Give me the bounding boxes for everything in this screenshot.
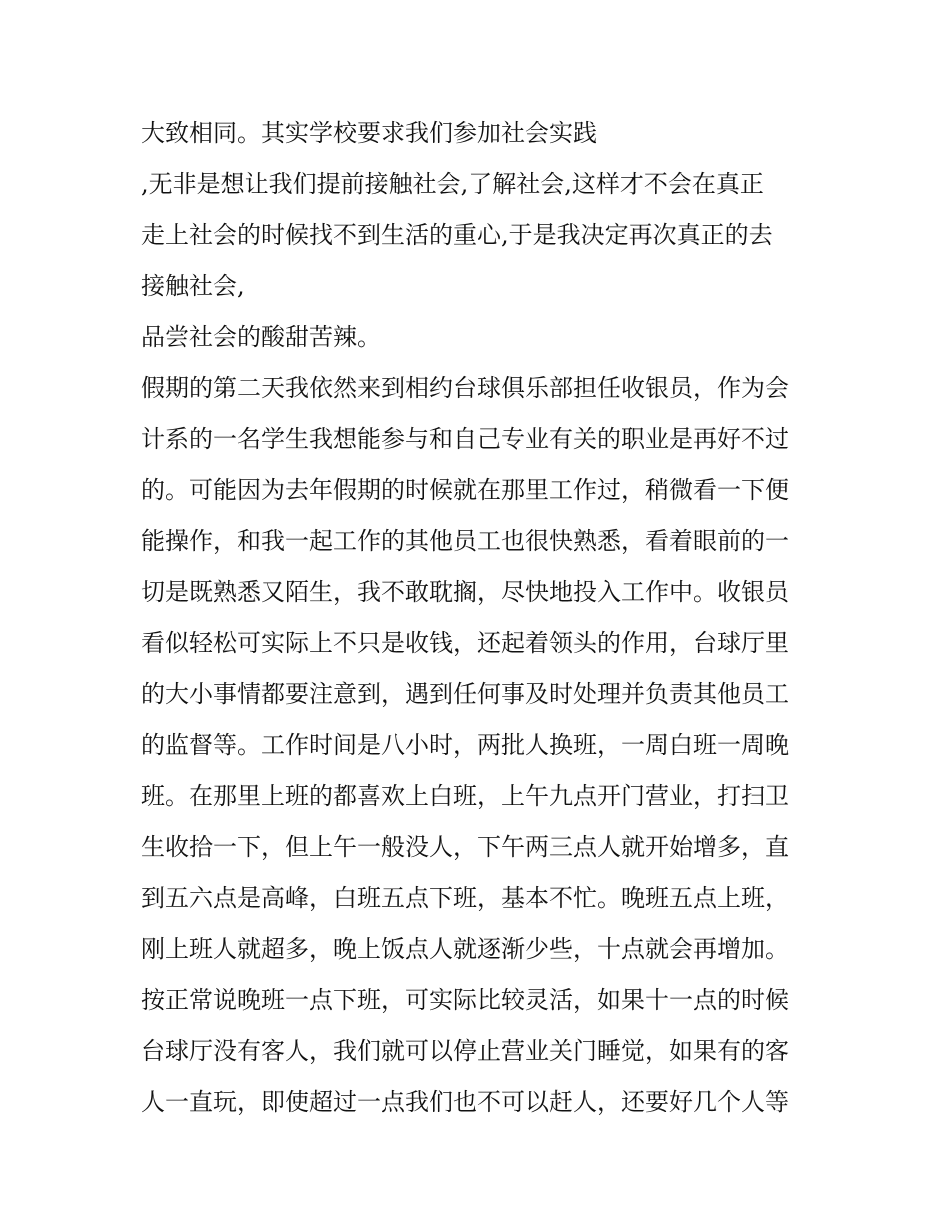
text-line: 到五六点是高峰，白班五点下班，基本不忙。晚班五点上班， (141, 884, 789, 912)
text-line: 品尝社会的酸甜苦辣。 (141, 323, 381, 351)
text-line: 的大小事情都要注意到，遇到任何事及时处理并负责其他员工 (141, 680, 789, 708)
body-text (141, 108, 821, 1128)
text-line: 刚上班人就超多，晚上饭点人就逐渐少些，十点就会再增加。 (141, 935, 789, 963)
text-line: 的。可能因为去年假期的时候就在那里工作过，稍微看一下便 (141, 476, 789, 504)
text-line: 班。在那里上班的都喜欢上白班，上午九点开门营业，打扫卫 (141, 782, 789, 810)
text-line: 按正常说晚班一点下班，可实际比较灵活，如果十一点的时候 (141, 986, 789, 1014)
text-line: 接触社会, (141, 272, 245, 300)
text-line: 切是既熟悉又陌生，我不敢耽搁，尽快地投入工作中。收银员 (141, 578, 789, 606)
text-line: 大致相同。其实学校要求我们参加社会实践 (141, 119, 597, 147)
text-line: 计系的一名学生我想能参与和自己专业有关的职业是再好不过 (141, 425, 789, 453)
text-line: 台球厅没有客人，我们就可以停止营业关门睡觉，如果有的客 (141, 1037, 789, 1065)
text-line: 走上社会的时候找不到生活的重心,于是我决定再次真正的去 (141, 221, 773, 249)
text-line: 假期的第二天我依然来到相约台球俱乐部担任收银员，作为会 (141, 374, 789, 402)
text-line: 人一直玩，即使超过一点我们也不可以赶人，还要好几个人等 (141, 1088, 789, 1116)
text-line: 的监督等。工作时间是八小时，两批人换班，一周白班一周晚 (141, 731, 789, 759)
text-line: 能操作，和我一起工作的其他员工也很快熟悉，看着眼前的一 (141, 527, 789, 555)
text-line: 看似轻松可实际上不只是收钱，还起着领头的作用，台球厅里 (141, 629, 789, 657)
text-line: 生收拾一下，但上午一般没人，下午两三点人就开始增多，直 (141, 833, 789, 861)
text-line: ,无非是想让我们提前接触社会,了解社会,这样才不会在真正 (141, 170, 764, 198)
